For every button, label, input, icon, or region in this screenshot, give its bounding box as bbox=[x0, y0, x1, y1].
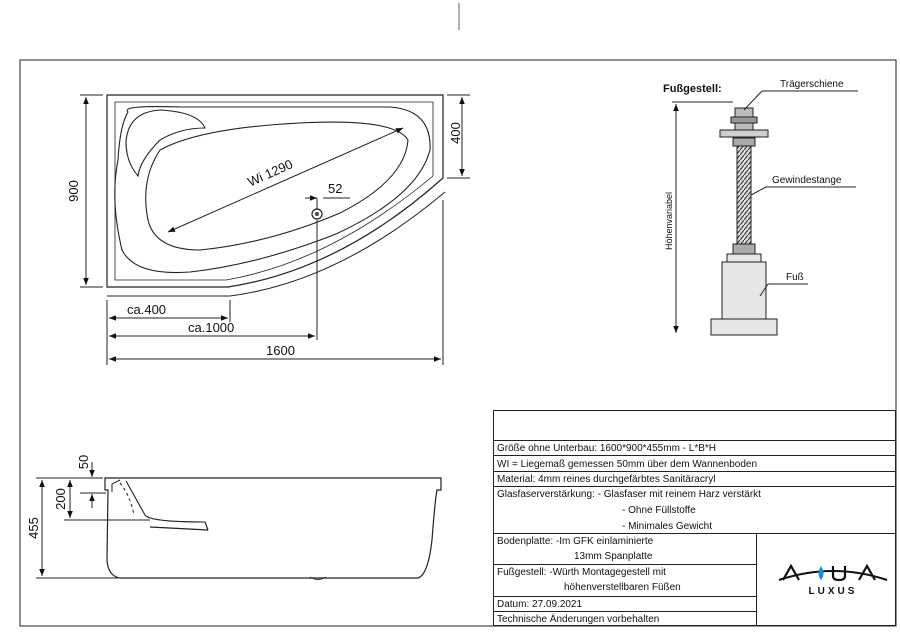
rail bbox=[720, 130, 768, 137]
side-dimensions bbox=[36, 462, 150, 578]
foot-frame-diagram bbox=[711, 108, 777, 335]
material-row: Material: 4mm reines durchgefärbtes Sanitäracryl bbox=[497, 474, 716, 485]
base-row-2: 13mm Spanplatte bbox=[574, 551, 653, 562]
side-view bbox=[105, 478, 441, 580]
headrest bbox=[126, 110, 205, 176]
frame-row-2: höhenverstellbaren Füßen bbox=[564, 582, 681, 593]
label-rail: Trägerschiene bbox=[780, 79, 844, 90]
glass-row-1: Glasfaserverstärkung: - Glasfaser mit reinem Harz verstärkt bbox=[497, 489, 761, 500]
wi-note-row: WI = Liegemaß gemessen 50mm über dem Wannenboden bbox=[497, 459, 758, 470]
base-row-1: Bodenplatte: -Im GFK einlaminierte bbox=[497, 536, 654, 547]
tub-side-profile bbox=[105, 478, 441, 578]
foot-frame-title: Fußgestell: bbox=[663, 83, 722, 95]
foot bbox=[727, 254, 761, 262]
dim-depth: 900 bbox=[66, 180, 81, 202]
dim-rim-height: 200 bbox=[53, 488, 68, 510]
changes-row: Technische Änderungen vorbehalten bbox=[497, 614, 660, 625]
tub-rim-inner bbox=[115, 102, 433, 280]
threaded-rod bbox=[737, 137, 751, 252]
logo-sub: LUXUS bbox=[808, 586, 858, 597]
dim-ca400: ca.400 bbox=[127, 302, 167, 317]
dim-drain-offset: 52 bbox=[328, 181, 343, 196]
label-height: Höhenvariabel bbox=[664, 191, 674, 251]
tub-outline bbox=[107, 95, 443, 287]
label-rod: Gewindestange bbox=[772, 175, 842, 186]
aqua-luxus-logo bbox=[773, 558, 893, 598]
frame-row-1: Fußgestell: -Würth Montagegestell mit bbox=[497, 567, 666, 578]
dim-offset: 50 bbox=[76, 454, 91, 470]
plan-view bbox=[107, 95, 445, 296]
date-row: Datum: 27.09.2021 bbox=[497, 599, 583, 610]
dim-ca1000: ca.1000 bbox=[188, 320, 235, 335]
dim-width: 1600 bbox=[266, 343, 295, 358]
size-row: Größe ohne Unterbau: 1600*900*455mm - L*B*H bbox=[497, 443, 717, 454]
dim-total-height: 455 bbox=[26, 517, 41, 539]
plan-dimensions bbox=[80, 95, 470, 365]
dim-narrow-depth: 400 bbox=[448, 122, 463, 144]
tub-basin bbox=[115, 107, 430, 273]
dim-inner-length: Wi 1290 bbox=[245, 156, 296, 190]
glass-row-2: - Ohne Füllstoffe bbox=[622, 505, 696, 516]
glass-row-3: - Minimales Gewicht bbox=[622, 521, 713, 532]
label-foot: Fuß bbox=[786, 272, 804, 283]
